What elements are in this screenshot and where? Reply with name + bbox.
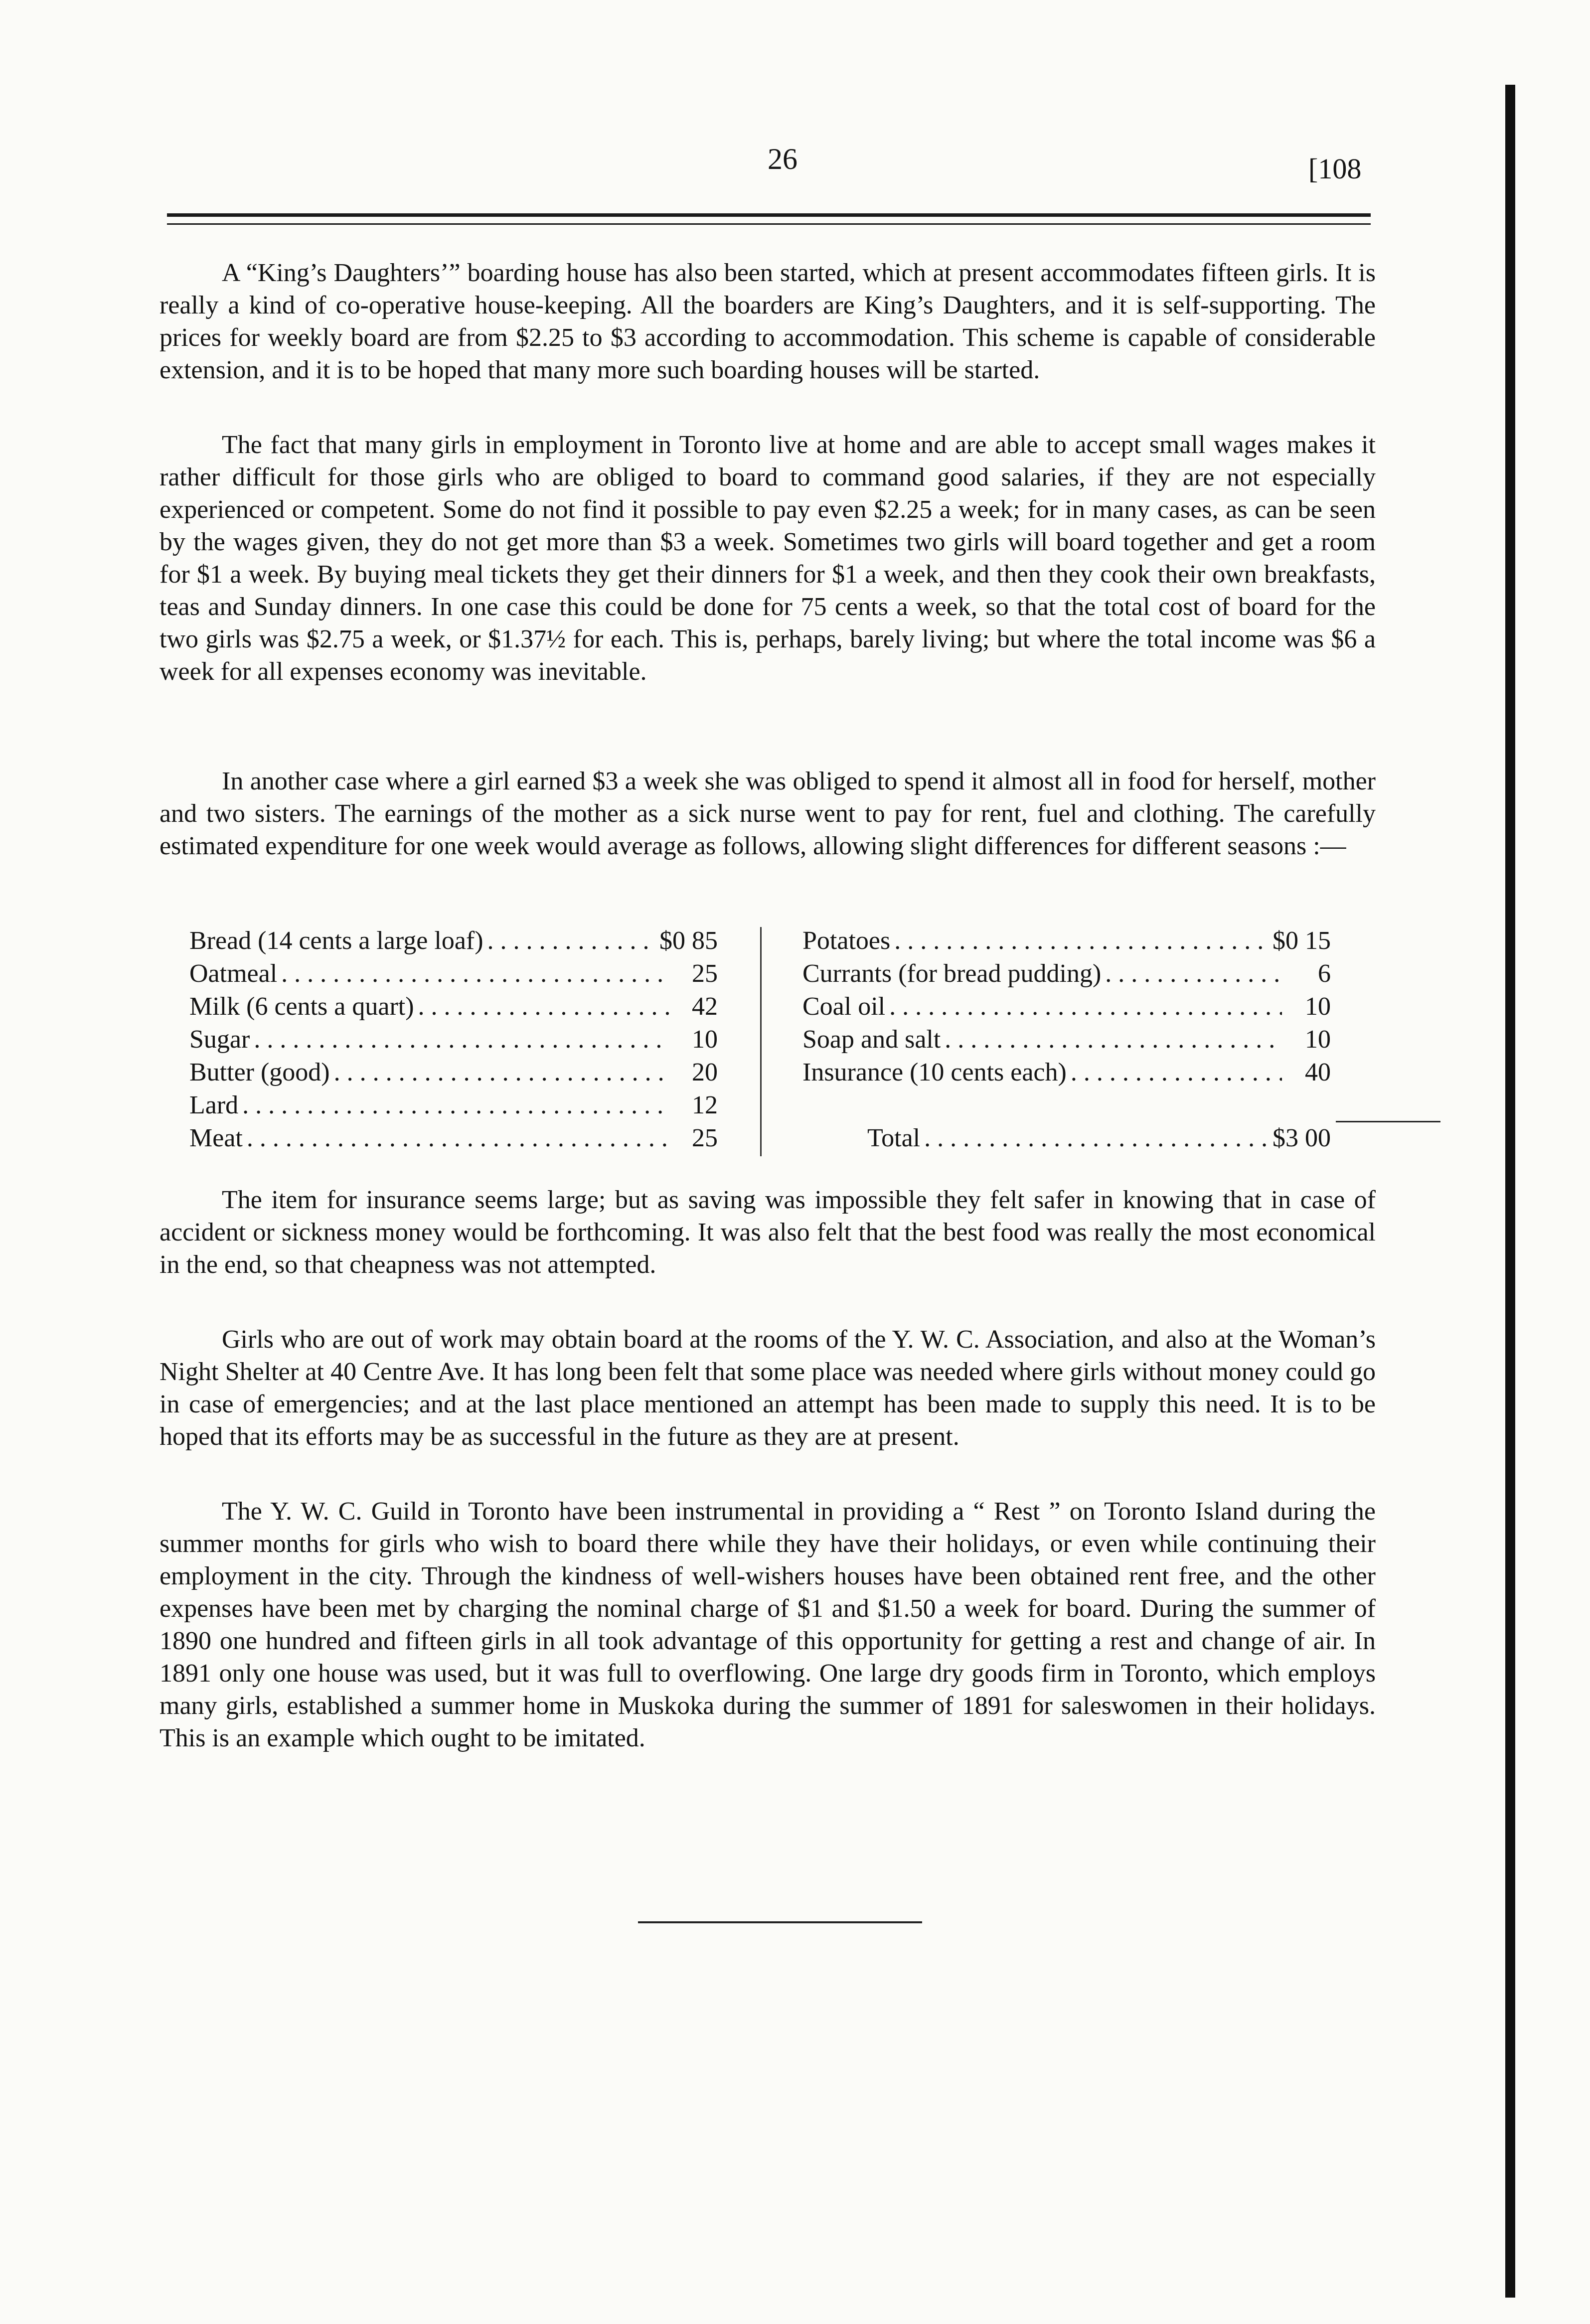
expenditure-row	[802, 990, 1331, 1023]
expenditure-amount: 25	[692, 1124, 718, 1152]
paragraph-ywc-guild	[159, 1495, 1376, 1754]
expenditure-item: Oatmeal	[189, 959, 278, 988]
expenditure-item: Butter (good)	[189, 1058, 330, 1086]
page-number: 26	[768, 143, 797, 175]
expenditure-row	[189, 1056, 718, 1089]
expenditure-item: Meat	[189, 1124, 243, 1152]
expenditure-amount: 10	[1305, 992, 1331, 1021]
expenditure-item: Currants (for bread pudding)	[802, 959, 1102, 988]
paragraph-text: Girls who are out of work may obtain board at the rooms of the Y. W. C. Association, and also at the Woman’s Night Shelter at 40 Centre Ave. It has long been felt that some place was needed where girls without money could go in case of emergencies; and at the last place mentioned an attempt has been made to supply this need. It is to be hoped that its efforts may be as successful in the future as they are at present.	[159, 1325, 1376, 1451]
expenditure-amount: $0 85	[659, 927, 718, 955]
expenditure-item: Milk (6 cents a quart)	[189, 992, 414, 1021]
expenditure-item: Sugar	[189, 1025, 250, 1054]
page-reference: [108	[1308, 153, 1362, 185]
expenditure-row	[802, 1056, 1331, 1089]
paragraph-text: The fact that many girls in employment in Toronto live at home and are able to accept small wages makes it rather difficult for those girls who are obliged to board to command good salaries, if they are not especially experienced or competent. Some do not find it possible to pay even $2.25 a week; for in many cases, as can be seen by the wages given, they do not get more than $3 a week. Sometimes two girls will board together and get a room for $1 a week. By buying meal tickets they get their dinners for $1 a week, and then they cook their own breakfasts, teas and Sunday dinners. In one case this could be done for 75 cents a week, so that the total cost of board for the two girls was $2.75 a week, or $1.37½ for each. This is, perhaps, barely living; but where the total income was $6 a week for all expenses economy was inevitable.	[159, 431, 1376, 686]
expenditure-table	[189, 925, 1351, 1164]
expenditure-total-row	[802, 1122, 1331, 1155]
expenditure-amount: 10	[1305, 1025, 1331, 1054]
expenditure-item: Potatoes	[802, 927, 891, 955]
expenditure-amount: $0 15	[1272, 927, 1331, 955]
expenditure-amount: 40	[1305, 1058, 1331, 1086]
paragraph-another-case	[159, 765, 1376, 862]
expenditure-row	[802, 1023, 1331, 1056]
expenditure-row	[802, 957, 1331, 990]
paragraph-insurance	[159, 1184, 1376, 1281]
paragraph-text: In another case where a girl earned $3 a week she was obliged to spend it almost all in food for herself, mother and two sisters. The earnings of the mother as a sick nurse went to pay for rent, fuel and clothing. The carefully estimated expenditure for one week would average as follows, allowing slight differences for different seasons :—	[159, 767, 1376, 860]
paragraph-kings-daughters	[159, 257, 1376, 386]
expenditure-row	[189, 925, 718, 957]
expenditure-row	[802, 925, 1331, 957]
header-rule-thick	[167, 213, 1371, 217]
expenditure-amount: 42	[692, 992, 718, 1021]
closing-rule	[638, 1921, 922, 1923]
expenditure-amount: 20	[692, 1058, 718, 1086]
paragraph-text: The Y. W. C. Guild in Toronto have been instrumental in providing a “ Rest ” on Toronto Island during the summer months for girls who wish to board there while they have their holidays, or even while continuing their employment in the city. Through the kindness of well-wishers houses have been obtained rent free, and the other expenses have been met by charging the nominal charge of $1 and $1.50 a week for board. During the summer of 1890 one hundred and fifteen girls in all took advantage of this opportunity for getting a rest and change of air. In 1891 only one house was used, but it was full to overflowing. One large dry goods firm in Toronto, which employs many girls, established a summer home in Muskoka during the summer of 1891 for saleswomen in their holidays. This is an example which ought to be imitated.	[159, 1497, 1376, 1752]
expenditure-amount: 25	[692, 959, 718, 988]
expenditure-item: Bread (14 cents a large loaf)	[189, 927, 483, 955]
header-rule-thin	[167, 223, 1371, 225]
expenditure-amount: 6	[1318, 959, 1331, 988]
column-divider	[760, 927, 762, 1156]
expenditure-row	[189, 957, 718, 990]
expenditure-item: Insurance (10 cents each)	[802, 1058, 1067, 1086]
expenditure-item: Coal oil	[802, 992, 886, 1021]
total-amount: $3 00	[1272, 1124, 1331, 1152]
expenditure-right-column	[802, 925, 1331, 1155]
expenditure-item: Lard	[189, 1091, 239, 1119]
expenditure-row	[189, 1023, 718, 1056]
paragraph-out-of-work	[159, 1323, 1376, 1453]
expenditure-row	[189, 1089, 718, 1122]
sum-rule	[1336, 1121, 1440, 1122]
expenditure-left-column	[189, 925, 718, 1155]
paragraph-text: The item for insurance seems large; but as saving was impossible they felt safer in knowing that in case of accident or sickness money would be forthcoming. It was also felt that the best food was really the most economical in the end, so that cheapness was not attempted.	[159, 1186, 1376, 1279]
expenditure-amount: 10	[692, 1025, 718, 1054]
expenditure-item: Soap and salt	[802, 1025, 941, 1054]
margin-scan-bar	[1505, 85, 1515, 2298]
expenditure-row	[189, 1122, 718, 1155]
paragraph-text: A “King’s Daughters’” boarding house has also been started, which at present accommodates fifteen girls. It is really a kind of co-operative house-keeping. All the boarders are King’s Daughters, and it is self-supporting. The prices for weekly board are from $2.25 to $3 according to accommodation. This scheme is capable of considerable extension, and it is to be hoped that many more such boarding houses will be started.	[159, 259, 1376, 384]
total-label: Total	[867, 1124, 921, 1152]
expenditure-amount: 12	[692, 1091, 718, 1119]
expenditure-row	[189, 990, 718, 1023]
paragraph-board-costs	[159, 429, 1376, 688]
